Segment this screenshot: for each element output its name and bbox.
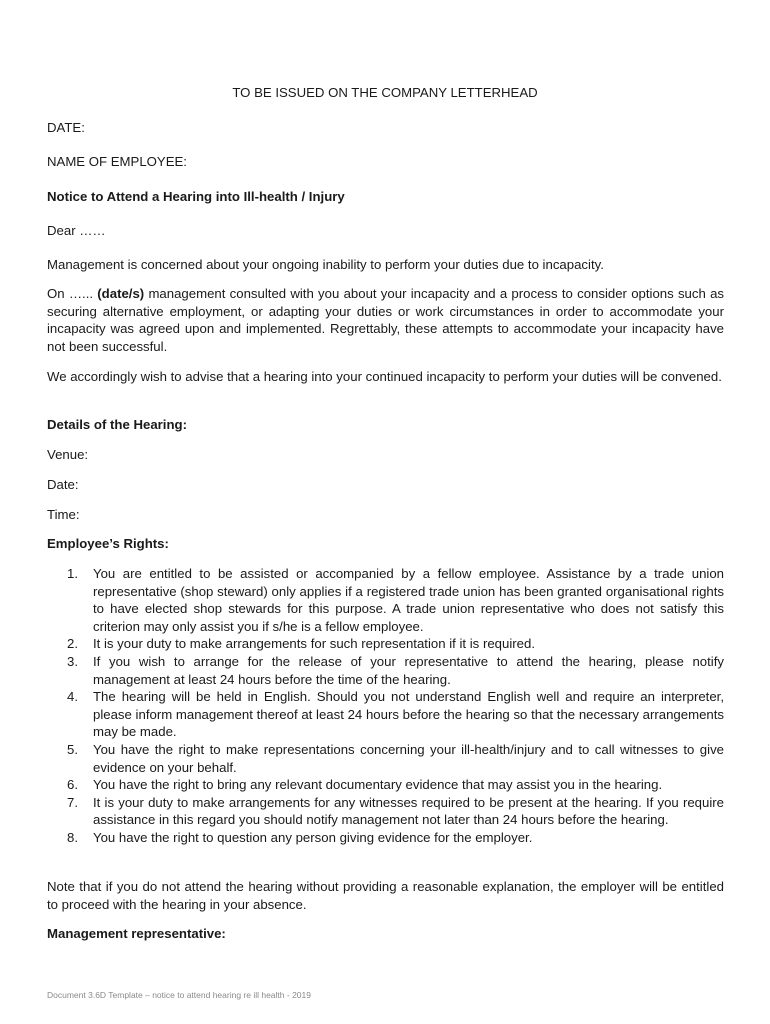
paragraph-concern: Management is concerned about your ongoing inability to perform your duties due to incapacity. xyxy=(47,257,604,272)
employee-name-label: NAME OF EMPLOYEE: xyxy=(47,154,187,169)
date-label: DATE: xyxy=(47,120,85,135)
list-item: 3. If you wish to arrange for the release of your representative to attend the hearing, please notify management at least 24 hours before the time of the hearing. xyxy=(67,653,724,687)
list-item: 4. The hearing will be held in English. Should you not understand English well and require an interpreter, please inform management thereof at least 24 hours before the hearing so that the necessary arrangements may be made. xyxy=(67,689,724,740)
venue-label: Venue: xyxy=(47,447,89,462)
list-item: 8. You have the right to question any person giving evidence for the employer. xyxy=(67,829,533,845)
document-footer: Document 3.6D Template – notice to attend hearing re ill health - 2019 xyxy=(47,990,311,1000)
list-item: 6. You have the right to bring any relevant documentary evidence that may assist you in the hearing. xyxy=(67,777,663,793)
list-item: 7. It is your duty to make arrangements for any witnesses required to be present at the hearing. If you require assistance in this regard you should notify management not later than 24 hours before the hearing. xyxy=(67,794,724,828)
hearing-date-label: Date: xyxy=(47,477,79,492)
absence-note: Note that if you do not attend the hearing without providing a reasonable explanation, the employer will be entitled to proceed with the hearing in your absence. xyxy=(47,879,724,912)
salutation: Dear …… xyxy=(47,223,106,238)
management-representative-heading: Management representative: xyxy=(47,926,226,941)
list-item: 2. It is your duty to make arrangements for such representation if it is required. xyxy=(67,636,535,652)
rights-list xyxy=(47,565,724,847)
paragraph-convened: We accordingly wish to advise that a hearing into your continued incapacity to perform your duties will be convened. xyxy=(47,369,722,384)
date-placeholder-lead: On …... xyxy=(47,286,94,301)
letterhead-instruction: TO BE ISSUED ON THE COMPANY LETTERHEAD xyxy=(232,85,538,100)
paragraph-consultation xyxy=(47,285,724,355)
notice-title: Notice to Attend a Hearing into Ill-health / Injury xyxy=(47,189,345,204)
time-label: Time: xyxy=(47,507,80,522)
list-item: 5. You have the right to make representations concerning your ill-health/injury and to call witnesses to give evidence on your behalf. xyxy=(67,741,724,775)
list-item: 1. You are entitled to be assisted or accompanied by a fellow employee. Assistance by a trade union representative (shop steward) only applies if a registered trade union has been granted organisational rights to have elected shop stewards for this purpose. A trade union representative who does not satisfy this criterion may only assist you if s/he is a fellow employee. xyxy=(67,566,724,634)
details-heading: Details of the Hearing: xyxy=(47,417,187,432)
date-placeholder-bold: (date/s) xyxy=(97,286,145,301)
rights-heading: Employee’s Rights: xyxy=(47,536,169,551)
consultation-text: management consulted with you about your incapacity and a process to consider options such as securing alternative employment, or adapting your duties or work circumstances in order to accommodate your incapacity was agreed upon and implemented. Regrettably, these attempts to accommodate your incapacity have not been successful. xyxy=(47,286,724,354)
